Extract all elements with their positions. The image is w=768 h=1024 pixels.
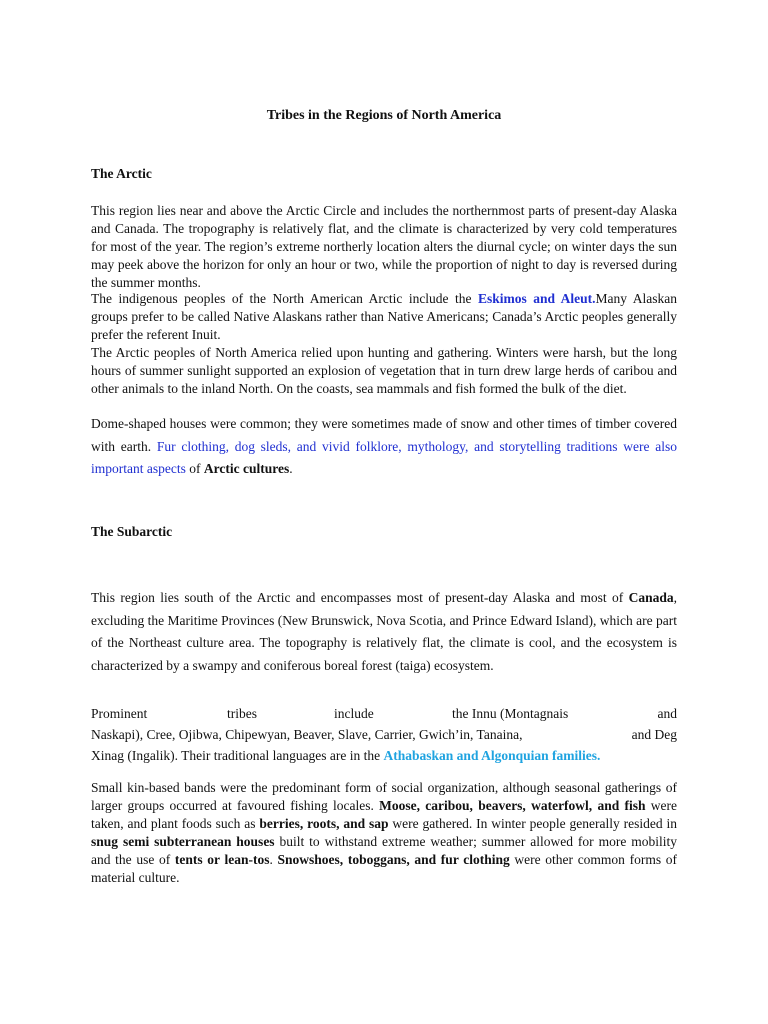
arctic-p4-text: Dome-shaped houses were common; they were sometimes made of snow and other times of timber covered with earth. — [91, 416, 677, 454]
arctic-p4-blue: Fur clothing, dog sleds, and vivid folklore, mythology, and storytelling traditions were also important aspects — [91, 438, 678, 476]
tribes-word-5: and — [657, 706, 677, 721]
arctic-p2-text: The indigenous peoples of the North American Arctic include the — [91, 291, 478, 306]
tribes-word-4: the Innu (Montagnais — [452, 706, 569, 721]
heading-subarctic: The Subarctic — [91, 524, 173, 539]
subarctic-p3-h: tents or lean-tos — [174, 852, 270, 867]
heading-arctic: The Arctic — [91, 166, 152, 181]
arctic-p2-text-end: Many Alaskan groups prefer to be called Native Alaskans rather than Native Americans; Canada’s Arctic peoples generally prefer the referent Inuit. — [91, 291, 677, 342]
arctic-p4-end: . — [289, 461, 293, 476]
tribes-line-2: Naskapi), Cree, Ojibwa, Chipewyan, Beaver, Slave, Carrier, Gwich’in, Tanaina, — [91, 727, 523, 742]
document-title: Tribes in the Regions of North America — [266, 108, 502, 123]
tribes-line-3 — [91, 745, 600, 767]
subarctic-paragraph-3 — [91, 779, 677, 887]
arctic-paragraph-1: This region lies near and above the Arctic Circle and includes the northernmost parts of present-day Alaska and Canada. The tropography is relatively flat, and the climate is characterized by very cold temperatures for most of the year. The region’s extreme northerly location alters the diurnal cycle; on winter days the sun may peek above the horizon for only an hour or two, while the proportion of night to day is reversed during the summer months. — [91, 203, 677, 290]
tribes-line-2-end: and Deg — [631, 727, 677, 742]
tribes-word-2: tribes — [227, 706, 257, 721]
subarctic-paragraph-2-line-3 — [91, 745, 677, 767]
subarctic-paragraph-2-line-1 — [91, 703, 677, 725]
tribes-word-3: include — [334, 706, 374, 721]
subarctic-paragraph-2-line-2 — [91, 724, 677, 746]
arctic-paragraph-4 — [91, 413, 677, 481]
subarctic-p3-k: were other common forms of material culture. — [91, 852, 678, 885]
subarctic-p1-text: This region lies south of the Arctic and encompasses most of present-day Alaska and most of — [91, 590, 629, 605]
tribes-line-3-text: Xinag (Ingalik). Their traditional languages are in the — [91, 748, 384, 763]
arctic-p2-highlight: Eskimos and Aleut. — [477, 291, 596, 306]
subarctic-p3-j: Snowshoes, toboggans, and fur clothing — [277, 852, 510, 867]
subarctic-p3-g: built to withstand extreme weather; summer allowed for more mobility and the use of — [91, 834, 677, 867]
tribes-languages-highlight: Athabaskan and Algonquian families. — [383, 748, 601, 763]
subarctic-p3-a: Small kin-based bands were the predominant form of social organization, although seasonal gatherings of larger groups occurred at favoured fishing locales. — [91, 780, 677, 813]
subarctic-p3-c: were taken, and plant foods such as — [91, 798, 677, 831]
arctic-p4-bold: Arctic cultures — [203, 461, 290, 476]
subarctic-p3-i: . — [269, 852, 278, 867]
arctic-paragraph-3: The Arctic peoples of North America relied upon hunting and gathering. Winters were harsh, but the long hours of summer sunlight supported an explosion of vegetation that in turn drew large herds of caribou and other animals to the inland North. On the coasts, sea mammals and fish formed the bulk of the diet. — [91, 345, 677, 396]
subarctic-p3-b: Moose, caribou, beavers, waterfowl, and fish — [379, 798, 646, 813]
arctic-paragraph-2 — [91, 290, 677, 344]
subarctic-paragraph-1 — [91, 587, 677, 677]
subarctic-p3-f: snug semi subterranean houses — [91, 834, 275, 849]
subarctic-p1-text-end: , excluding the Maritime Provinces (New Brunswick, Nova Scotia, and Prince Edward Island), which are part of the Northeast culture area. The topography is relatively flat, the climate is cool, and the ecosystem is characterized by a swampy and coniferous boreal forest (taiga) ecosystem. — [91, 590, 677, 673]
subarctic-p3-d: berries, roots, and sap — [259, 816, 389, 831]
subarctic-p3-e: were gathered. In winter people generally resided in — [388, 816, 677, 831]
subarctic-p1-bold: Canada — [628, 590, 674, 605]
tribes-word-1: Prominent — [91, 706, 148, 721]
arctic-p4-mid: of — [185, 461, 204, 476]
